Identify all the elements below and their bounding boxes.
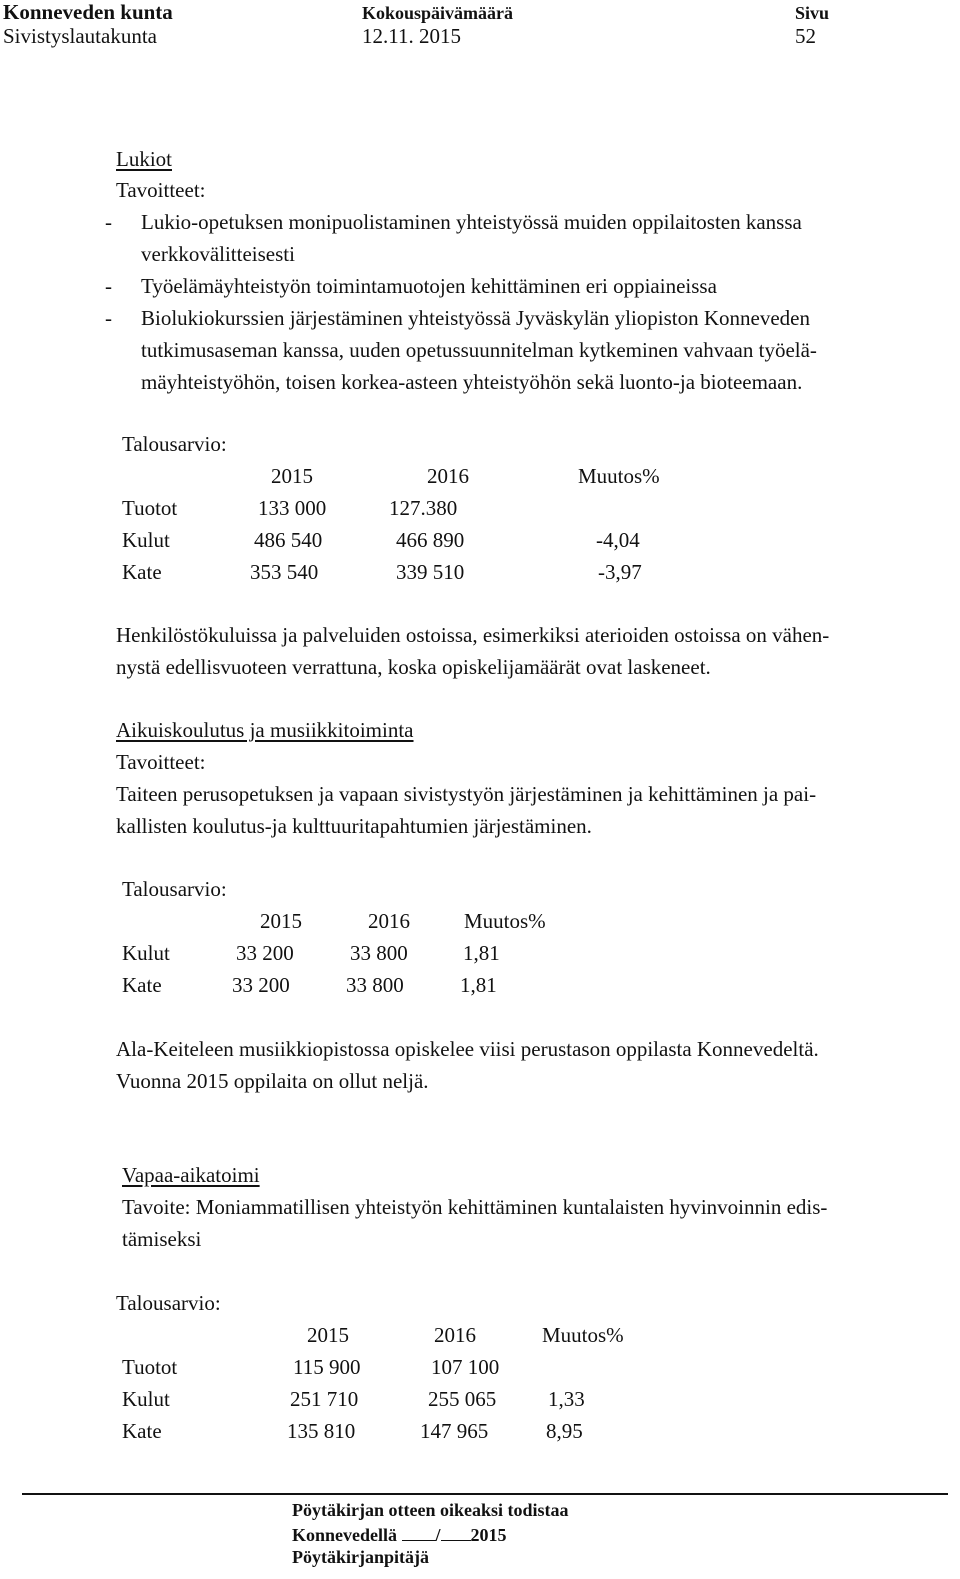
budget-cell-change: -3,97 bbox=[598, 560, 642, 584]
budget-cell-2015: 135 810 bbox=[287, 1419, 356, 1443]
budget-cell-2015: 33 200 bbox=[232, 973, 290, 997]
budget-header-2016: 2016 bbox=[368, 909, 410, 933]
budget-cell-2015: 133 000 bbox=[258, 496, 327, 520]
budget-cell-2015: 33 200 bbox=[236, 941, 294, 965]
lukiot-goal-1: Lukio-opetuksen monipuolistaminen yhteistyössä muiden oppilaitosten kanssa bbox=[141, 210, 802, 234]
footer-slash: / bbox=[435, 1525, 441, 1545]
lukiot-budget-label: Talousarvio: bbox=[122, 432, 227, 456]
budget-cell-2015: 486 540 bbox=[254, 528, 323, 552]
budget-cell-change: 8,95 bbox=[546, 1419, 583, 1443]
budget-cell-2016: 127.380 bbox=[389, 496, 458, 520]
vapaa-aika-goal: Tavoite: Moniammatillisen yhteistyön kehittäminen kuntalaisten hyvinvoinnin edis- bbox=[122, 1195, 828, 1219]
budget-header-change: Muutos% bbox=[542, 1323, 624, 1347]
budget-header-change: Muutos% bbox=[578, 464, 660, 488]
budget-row-name: Kulut bbox=[122, 1387, 170, 1411]
header-page-label: Sivu bbox=[795, 3, 830, 23]
budget-cell-change: 1,81 bbox=[463, 941, 500, 965]
budget-cell-2015: 115 900 bbox=[293, 1355, 361, 1379]
aikuiskoulutus-goals-label: Tavoitteet: bbox=[116, 750, 206, 774]
budget-header-2015: 2015 bbox=[271, 464, 313, 488]
section-title-aikuiskoulutus: Aikuiskoulutus ja musiikkitoiminta bbox=[116, 718, 414, 742]
budget-row-name: Tuotot bbox=[122, 1355, 178, 1379]
lukiot-goal-3-cont: mäyhteistyöhön, toisen korkea-asteen yhteistyöhön sekä luonto-ja bioteemaan. bbox=[141, 370, 803, 394]
footer-month-blank bbox=[441, 1524, 471, 1541]
budget-cell-2016: 339 510 bbox=[396, 560, 465, 584]
budget-row-name: Kate bbox=[122, 560, 162, 584]
header-org: Konneveden kunta bbox=[3, 0, 173, 24]
footer-day-blank bbox=[402, 1524, 436, 1541]
lukiot-goal-2: Työelämäyhteistyön toimintamuotojen kehittäminen eri oppiaineissa bbox=[141, 274, 717, 298]
aikuiskoulutus-note-cont: Vuonna 2015 oppilaita on ollut neljä. bbox=[116, 1069, 429, 1093]
section-title-lukiot: Lukiot bbox=[116, 147, 172, 171]
header-date-label: Kokouspäivämäärä bbox=[362, 3, 514, 23]
budget-header-2015: 2015 bbox=[307, 1323, 349, 1347]
aikuiskoulutus-goal: Taiteen perusopetuksen ja vapaan sivistystyön järjestäminen ja kehittäminen ja pai- bbox=[116, 782, 817, 806]
budget-row-name: Kulut bbox=[122, 941, 170, 965]
vapaa-aika-goal-cont: tämiseksi bbox=[122, 1227, 202, 1251]
lukiot-note: Henkilöstökuluissa ja palveluiden ostoissa, esimerkiksi aterioiden ostoissa on vähen- bbox=[116, 623, 830, 647]
footer-secretary: Pöytäkirjanpitäjä bbox=[292, 1547, 429, 1567]
aikuiskoulutus-note: Ala-Keiteleen musiikkiopistossa opiskelee viisi perustason oppilasta Konnevedeltä. bbox=[116, 1037, 819, 1061]
budget-cell-2016: 466 890 bbox=[396, 528, 465, 552]
lukiot-goals-label: Tavoitteet: bbox=[116, 178, 206, 202]
budget-cell-2016: 33 800 bbox=[350, 941, 408, 965]
budget-header-2015: 2015 bbox=[260, 909, 302, 933]
footer-place-date bbox=[292, 1524, 507, 1544]
budget-cell-2015: 251 710 bbox=[290, 1387, 359, 1411]
header-committee: Sivistyslautakunta bbox=[3, 24, 157, 48]
budget-header-change: Muutos% bbox=[464, 909, 546, 933]
budget-cell-2016: 255 065 bbox=[428, 1387, 497, 1411]
budget-cell-2016: 147 965 bbox=[420, 1419, 489, 1443]
budget-cell-change: 1,81 bbox=[460, 973, 497, 997]
lukiot-goal-3-cont: tutkimusaseman kanssa, uuden opetussuunnitelman kytkeminen vahvaan työelä- bbox=[141, 338, 817, 362]
budget-cell-2016: 33 800 bbox=[346, 973, 404, 997]
budget-header-2016: 2016 bbox=[434, 1323, 476, 1347]
section-title-vapaa-aika: Vapaa-aikatoimi bbox=[122, 1163, 260, 1187]
lukiot-goal-1-cont: verkkovälitteisesti bbox=[141, 242, 295, 266]
budget-cell-change: -4,04 bbox=[596, 528, 640, 552]
footer-place: Konnevedellä bbox=[292, 1525, 398, 1545]
budget-cell-2016: 107 100 bbox=[431, 1355, 500, 1379]
footer-rule bbox=[22, 1493, 948, 1495]
lukiot-goal-3: Biolukiokurssien järjestäminen yhteistyössä Jyväskylän yliopiston Konneveden bbox=[141, 306, 810, 330]
aikuiskoulutus-budget-label: Talousarvio: bbox=[122, 877, 227, 901]
header-date: 12.11. 2015 bbox=[362, 24, 461, 48]
budget-row-name: Kate bbox=[122, 973, 162, 997]
vapaa-aika-budget-label: Talousarvio: bbox=[116, 1291, 221, 1315]
bullet-dash: - bbox=[105, 306, 112, 330]
footer-year: 2015 bbox=[470, 1525, 507, 1545]
budget-cell-2015: 353 540 bbox=[250, 560, 319, 584]
bullet-dash: - bbox=[105, 210, 112, 234]
budget-row-name: Kate bbox=[122, 1419, 162, 1443]
budget-row-name: Tuotot bbox=[122, 496, 178, 520]
budget-row-name: Kulut bbox=[122, 528, 170, 552]
lukiot-note-cont: nystä edellisvuoteen verrattuna, koska opiskelijamäärät ovat laskeneet. bbox=[116, 655, 711, 679]
header-page-number: 52 bbox=[795, 24, 816, 48]
bullet-dash: - bbox=[105, 274, 112, 298]
budget-cell-change: 1,33 bbox=[548, 1387, 585, 1411]
footer-certification: Pöytäkirjan otteen oikeaksi todistaa bbox=[292, 1500, 569, 1520]
budget-header-2016: 2016 bbox=[427, 464, 469, 488]
aikuiskoulutus-goal-cont: kallisten koulutus-ja kulttuuritapahtumien järjestäminen. bbox=[116, 814, 592, 838]
